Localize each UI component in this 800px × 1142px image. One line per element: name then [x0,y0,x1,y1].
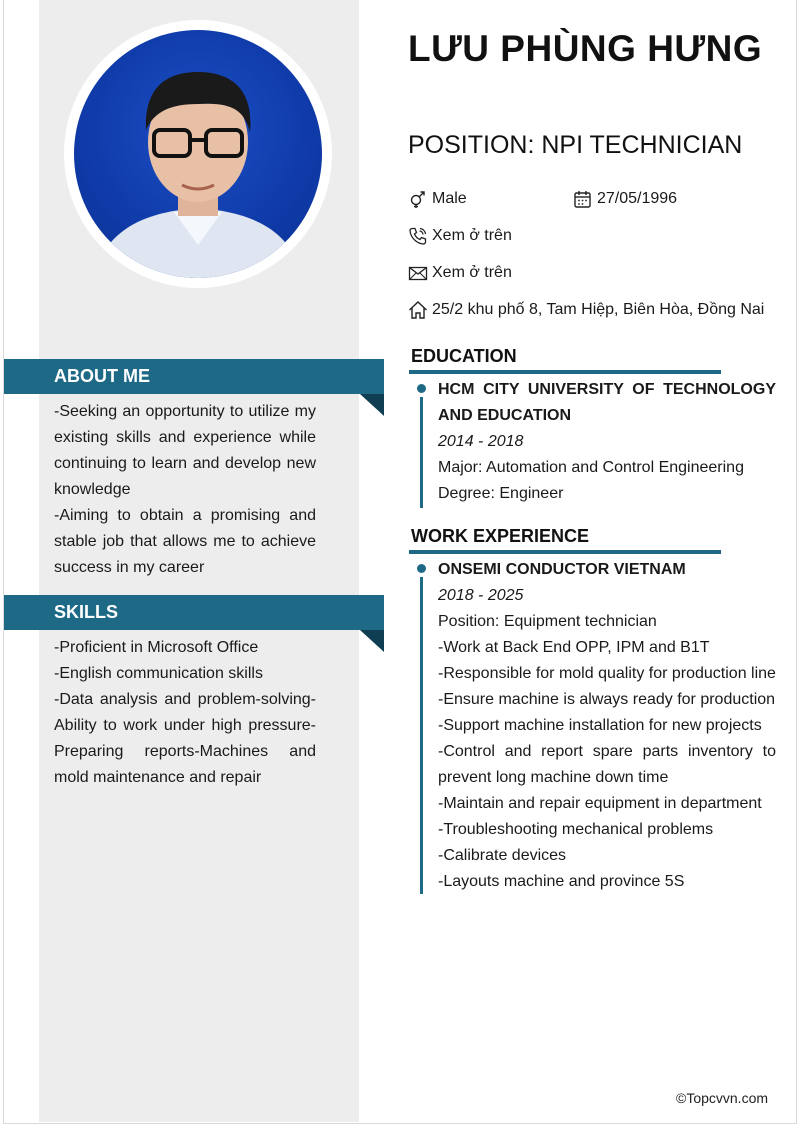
skills-title: SKILLS [54,602,119,622]
avatar [74,30,322,278]
address-row [408,299,764,321]
email-row [408,262,512,284]
candidate-position: POSITION: NPI TECHNICIAN [408,131,743,159]
duty-item: -Control and report spare parts inventory to prevent long machine down time [438,743,776,786]
education-heading: EDUCATION [411,346,517,366]
duty-item: -Troubleshooting mechanical problems [438,821,714,838]
duty-item: -Layouts machine and province 5S [438,873,685,890]
email-value: Xem ở trên [432,264,512,281]
calendar-icon [573,189,593,209]
duty-item: -Maintain and repair equipment in department [438,795,762,812]
about-line: -Seeking an opportunity to utilize my existing skills and experience while continuing to learn and develop new knowledge [54,403,316,498]
company-name: ONSEMI CONDUCTOR VIETNAM [438,561,686,578]
about-title: ABOUT ME [54,366,150,386]
timeline-dot [417,564,426,573]
work-heading: WORK EXPERIENCE [411,526,590,546]
skill-line: -English communication skills [54,665,263,682]
phone-icon [408,226,428,246]
mail-icon [408,263,428,283]
timeline-dot [417,384,426,393]
timeline-line [420,397,423,508]
gender-icon [408,189,428,209]
candidate-name: LƯU PHÙNG HƯNG [408,28,763,69]
about-line: -Aiming to obtain a promising and stable job that allows me to achieve success in my career [54,507,316,576]
skill-line: -Proficient in Microsoft Office [54,639,259,656]
education-divider [409,370,721,374]
school-name: HCM CITY UNIVERSITY OF TECHNOLOGY AND EDUCATION [438,381,776,424]
phone-value: Xem ở trên [432,227,512,244]
work-divider [409,550,721,554]
duty-item: -Responsible for mold quality for production line [438,665,776,682]
about-section-header [4,359,384,394]
work-entry [438,557,776,895]
education-entry [438,377,776,507]
portrait-illustration [74,30,322,278]
education-dates: 2014 - 2018 [438,433,524,450]
about-ribbon-fold [360,394,384,416]
gender-row [408,188,467,210]
skills-text [54,635,316,791]
duty-item: -Work at Back End OPP, IPM and B1T [438,639,710,656]
address-value: 25/2 khu phố 8, Tam Hiệp, Biên Hòa, Đồng Nai [432,301,765,318]
work-role: Position: Equipment technician [438,613,657,630]
education-major: Major: Automation and Control Engineering [438,459,744,476]
duty-item: -Calibrate devices [438,847,567,864]
education-degree: Degree: Engineer [438,485,564,502]
watermark: ©Topcvvn.com [676,1090,769,1106]
skill-line: -Data analysis and problem-solving-Ability to work under high pressure-Preparing reports-Machines and mold maintenance and repair [54,691,316,786]
work-dates: 2018 - 2025 [438,587,524,604]
dob-row [573,188,677,210]
about-text [54,399,316,581]
dob-value: 27/05/1996 [597,190,678,207]
gender-value: Male [432,190,467,207]
home-icon [408,300,428,320]
duty-item: -Ensure machine is always ready for production [438,691,776,708]
timeline-line [420,577,423,894]
skills-ribbon-fold [360,630,384,652]
skills-section-header [4,595,384,630]
phone-row [408,225,512,247]
duty-item: -Support machine installation for new projects [438,717,762,734]
